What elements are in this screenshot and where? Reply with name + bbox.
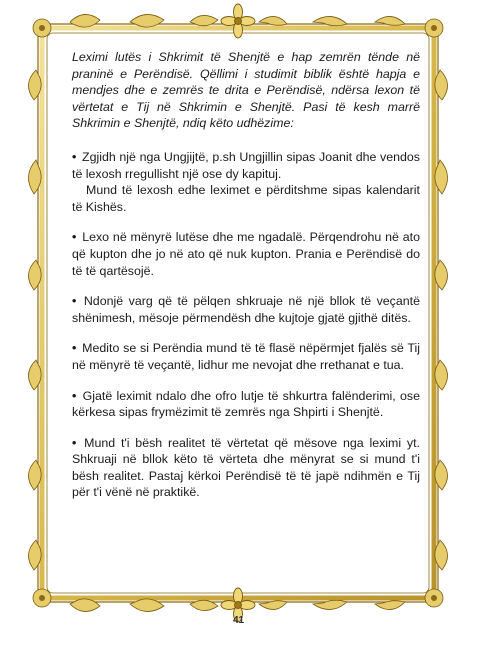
intro-paragraph: Leximi lutës i Shkrimit të Shenjtë e hap zemrën tënde në praninë e Perëndisë. Qëllimi i studimit biblik është hapja e mendjes dhe e zemrës te drita e Perëndisë, ndërsa lexon të vërtetat e Tij në Shkrimin e Shenjtë. Pasi të kesh marrë Shkrimin e Shenjtë, ndiq këto udhëzime:: [72, 50, 420, 131]
list-item: [72, 293, 420, 326]
list-item: [72, 435, 420, 501]
list-item-text: Mund t'i bësh realitet të vërtetat që mësove nga leximi yt. Shkruaji në bllok këto të vërteta dhe mënyrat se si mund t'i bësh realitet. Pastaj kërkoi Perëndisë të të japë ndihmën e Tij për t'i vënë në praktikë.: [72, 435, 420, 500]
list-item-continuation: Mund të lexosh edhe leximet e përditshme sipas kalendarit të Kishës.: [72, 183, 420, 214]
bullet: •: [72, 294, 77, 309]
list-item-text: Zgjidh një nga Ungjijtë, p.sh Ungjillin sipas Joanit dhe vendos të lexosh rregullisht një ose dy kapituj.: [72, 149, 420, 181]
bullet: •: [72, 149, 77, 164]
text-content: [72, 49, 420, 515]
bullet: •: [72, 341, 77, 356]
list-item-text: Ndonjë varg që të pëlqen shkruaje në një bllok të veçantë shënimesh, mësoje përmendësh dhe kujtoje gjatë gjithë ditës.: [72, 294, 420, 325]
list-item-text: Medito se si Perëndia mund të të flasë nëpërmjet fjalës së Tij në mënyrë të veçantë, lidhur me nevojat dhe rrethanat e tua.: [72, 341, 420, 372]
list-item-text: Lexo në mënyrë lutëse dhe me ngadalë. Përqendrohu në ato që kupton dhe jo në ato që nuk kupton. Prania e Perëndisë do të të qartësojë.: [72, 230, 420, 278]
list-item-text: Gjatë leximit ndalo dhe ofro lutje të shkurtra falënderimi, ose kërkesa sipas frymëzimit të zemrës nga Shpirti i Shenjtë.: [72, 388, 420, 420]
bullet: •: [72, 435, 77, 450]
list-item: [72, 388, 420, 421]
page-number: 41: [232, 615, 245, 626]
list-item: [72, 229, 420, 279]
list-item: [72, 149, 420, 215]
bullet: •: [72, 230, 77, 245]
list-item: [72, 340, 420, 373]
bullet: •: [72, 388, 77, 403]
